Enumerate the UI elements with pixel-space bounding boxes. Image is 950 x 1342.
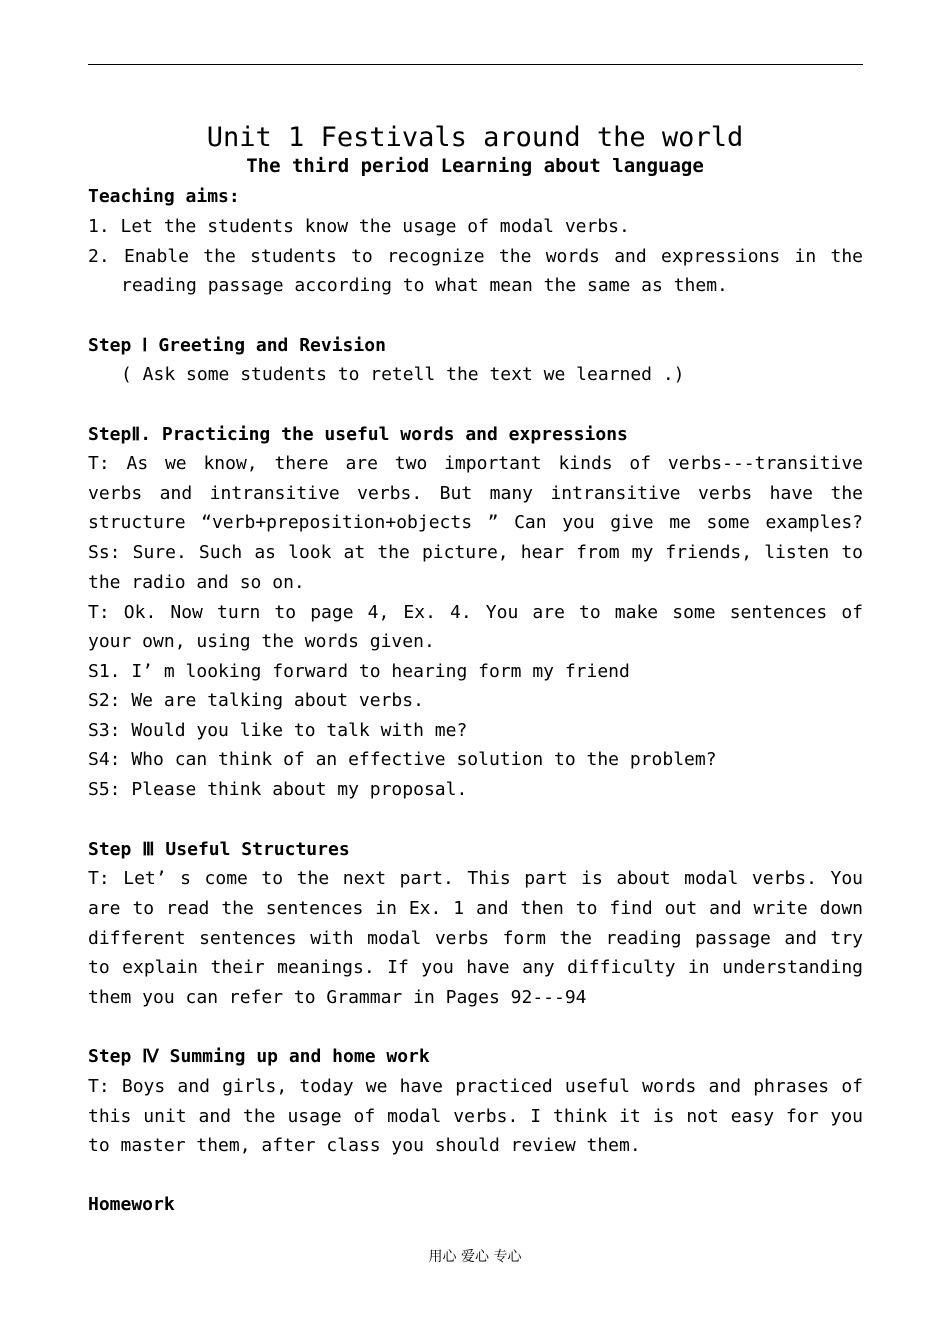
step2-line: T: Ok. Now turn to page 4, Ex. 4. You are to make some sentences of [88, 602, 863, 623]
step4-line: this unit and the usage of modal verbs. I think it is not easy for you [88, 1106, 863, 1127]
document-title: Unit 1 Festivals around the world [206, 122, 744, 153]
step3-line: them you can refer to Grammar in Pages 92---94 [88, 987, 587, 1008]
aim-item: 2. Enable the students to recognize the words and expressions in the [88, 246, 863, 267]
step3-line: are to read the sentences in Ex. 1 and then to find out and write down [88, 898, 863, 919]
step2-line: structure “verb+preposition+objects ” Can you give me some examples? [88, 512, 863, 533]
step4-line: T: Boys and girls, today we have practiced useful words and phrases of [88, 1076, 863, 1097]
step3-line: T: Let’ s come to the next part. This part is about modal verbs. You [88, 868, 863, 889]
step3-line: to explain their meanings. If you have any difficulty in understanding [88, 957, 863, 978]
step2-line: Ss: Sure. Such as look at the picture, hear from my friends, listen to [88, 542, 863, 563]
step2-line: S3: Would you like to talk with me? [88, 720, 468, 741]
step1-heading: Step Ⅰ Greeting and Revision [88, 335, 386, 356]
step3-heading: Step Ⅲ Useful Structures [88, 839, 350, 860]
step4-line: to master them, after class you should review them. [88, 1135, 641, 1156]
step2-line: verbs and intransitive verbs. But many intransitive verbs have the [88, 483, 863, 504]
step4-heading: Step Ⅳ Summing up and home work [88, 1046, 430, 1067]
step1-line: ( Ask some students to retell the text we learned .) [121, 364, 685, 385]
step2-heading: StepⅡ. Practicing the useful words and expressions [88, 424, 628, 445]
header-rule [88, 64, 863, 65]
step2-line: your own, using the words given. [88, 631, 435, 652]
step3-line: different sentences with modal verbs form the reading passage and try [88, 928, 863, 949]
step2-line: the radio and so on. [88, 572, 305, 593]
step2-line: S5: Please think about my proposal. [88, 779, 468, 800]
step2-line: S4: Who can think of an effective solution to the problem? [88, 749, 717, 770]
step2-line: S1. I’ m looking forward to hearing form my friend [88, 661, 630, 682]
step2-line: T: As we know, there are two important kinds of verbs---transitive [88, 453, 863, 474]
aim-item-continuation: reading passage according to what mean the same as them. [121, 275, 728, 296]
aims-heading: Teaching aims: [88, 186, 240, 207]
document-subtitle: The third period Learning about language [246, 155, 704, 177]
page-footer: 用心 爱心 专心 [428, 1249, 522, 1265]
homework-heading: Homework [88, 1194, 175, 1215]
step2-line: S2: We are talking about verbs. [88, 690, 424, 711]
aim-item: 1. Let the students know the usage of modal verbs. [88, 216, 630, 237]
